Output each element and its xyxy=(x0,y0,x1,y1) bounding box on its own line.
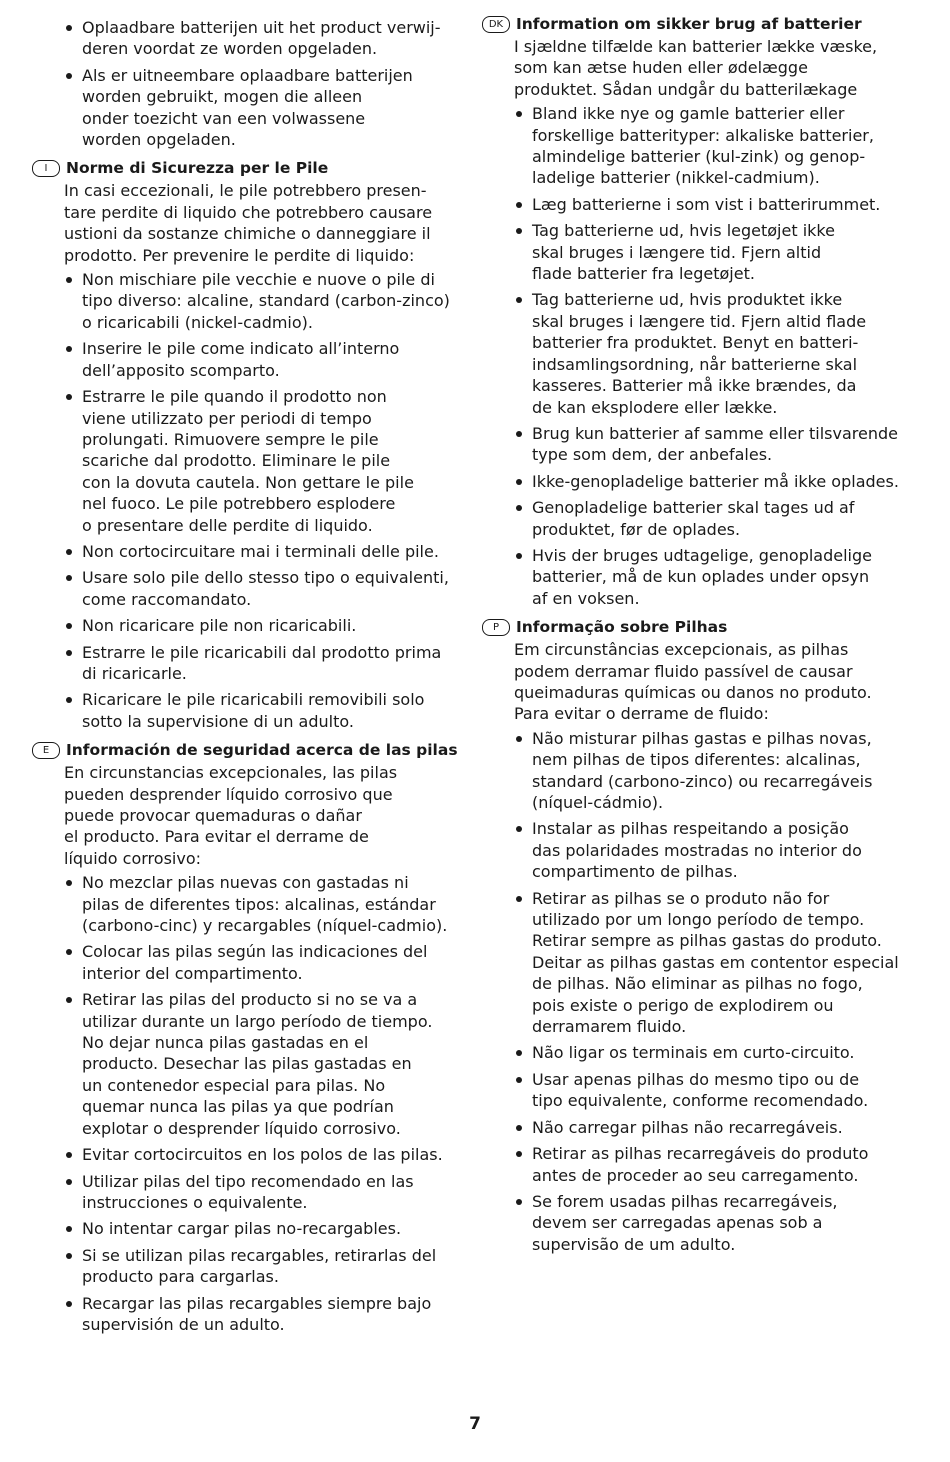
es-item: Utilizar pilas del tipo recomendado en las instrucciones o equivalente. xyxy=(64,1171,460,1214)
left-column xyxy=(32,14,460,1343)
it-item: Non mischiare pile vecchie e nuove o pile di tipo diverso: alcaline, standard (carbon-zinco) o ricaricabili (nickel-cadmio). xyxy=(64,269,460,333)
es-bullet-list xyxy=(32,872,460,1335)
dk-title: Information om sikker brug af batterier xyxy=(516,15,862,33)
dk-item: Ikke-genopladelige batterier må ikke oplades. xyxy=(514,471,922,492)
es-item: Colocar las pilas según las indicaciones del interior del compartimento. xyxy=(64,941,460,984)
dk-item: Tag batterierne ud, hvis produktet ikke skal bruges i længere tid. Fjern altid flade batterier fra produktet. Benyt en batteri- indsamlingsordning, når batterierne skal kasseres. Batterier må ikke brændes, da de kan eksplodere eller lække. xyxy=(514,289,922,417)
pt-item: Usar apenas pilhas do mesmo tipo ou de tipo equivalente, conforme recomendado. xyxy=(514,1069,922,1112)
language-badge-pt: P xyxy=(482,619,510,636)
dk-item: Læg batterierne i som vist i batterirummet. xyxy=(514,194,922,215)
nl-item: Als er uitneembare oplaadbare batterijen worden gebruikt, mogen die alleen onder toezicht van een volwassene worden opgeladen. xyxy=(64,65,460,151)
page-number: 7 xyxy=(469,1414,481,1434)
right-column xyxy=(482,14,922,1263)
pt-item: Retirar as pilhas se o produto não for utilizado por um longo período de tempo. Retirar sempre as pilhas gastas do produto. Deitar as pilhas gastas em contentor especial de pilhas. Não eliminar as pilhas no fogo, pois existe o perigo de explodirem ou derramarem fluido. xyxy=(514,888,922,1038)
language-badge-es: E xyxy=(32,742,60,759)
es-heading xyxy=(32,740,460,761)
it-item: Usare solo pile dello stesso tipo o equivalenti, come raccomandato. xyxy=(64,567,460,610)
it-item: Estrarre le pile quando il prodotto non viene utilizzato per periodi di tempo prolungati. Rimuovere sempre le pile scariche dal prodotto. Eliminare le pile con la dovuta cautela. Non gettare le pile nel fuoco. Le pile potrebbero esplodere o presentare delle perdite di liquido. xyxy=(64,386,460,536)
es-item: Recargar las pilas recargables siempre bajo supervisión de un adulto. xyxy=(64,1293,460,1336)
pt-item: Instalar as pilhas respeitando a posição das polaridades mostradas no interior do compartimento de pilhas. xyxy=(514,818,922,882)
pt-item: Não misturar pilhas gastas e pilhas novas, nem pilhas de tipos diferentes: alcalinas, standard (carbono-zinco) ou recarregáveis (níquel-cádmio). xyxy=(514,728,922,814)
dk-heading xyxy=(482,14,922,35)
dk-item: Bland ikke nye og gamle batterier eller forskellige batterityper: alkaliske batterier, almindelige batterier (kul-zink) og genop- ladelige batterier (nikkel-cadmium). xyxy=(514,103,922,189)
dk-item: Genopladelige batterier skal tages ud af produktet, før de oplades. xyxy=(514,497,922,540)
es-item: No intentar cargar pilas no-recargables. xyxy=(64,1218,460,1239)
es-item: No mezclar pilas nuevas con gastadas ni pilas de diferentes tipos: alcalinas, estándar (carbono-cinc) y recargables (níquel-cadmio). xyxy=(64,872,460,936)
nl-item: Oplaadbare batterijen uit het product verwij- deren voordat ze worden opgeladen. xyxy=(64,17,460,60)
dk-item: Brug kun batterier af samme eller tilsvarende type som dem, der anbefales. xyxy=(514,423,922,466)
it-title: Norme di Sicurezza per le Pile xyxy=(66,159,329,178)
dk-item: Tag batterierne ud, hvis legetøjet ikke skal bruges i længere tid. Fjern altid flade batterier fra legetøjet. xyxy=(514,220,922,284)
pt-title: Informação sobre Pilhas xyxy=(516,618,728,637)
pt-item: Se forem usadas pilhas recarregáveis, devem ser carregadas apenas sob a supervisão de um adulto. xyxy=(514,1191,922,1255)
it-item: Estrarre le pile ricaricabili dal prodotto prima di ricaricarle. xyxy=(64,642,460,685)
pt-intro: Em circunstâncias excepcionais, as pilhas podem derramar fluido passível de causar queimaduras químicas ou danos no produto. Para evitar o derrame de fluido: xyxy=(514,640,872,724)
dk-section xyxy=(482,14,922,609)
it-section xyxy=(32,158,460,732)
it-item: Non ricaricare pile non ricaricabili. xyxy=(64,615,460,636)
dk-item: Hvis der bruges udtagelige, genopladelige batterier, må de kun oplades under opsyn af en voksen. xyxy=(514,545,922,609)
pt-item: Não carregar pilhas não recarregáveis. xyxy=(514,1117,922,1138)
es-item: Evitar cortocircuitos en los polos de las pilas. xyxy=(64,1144,460,1165)
pt-item: Não ligar os terminais em curto-circuito. xyxy=(514,1042,922,1063)
language-badge-it: I xyxy=(32,160,60,177)
es-item: Si se utilizan pilas recargables, retirarlas del producto para cargarlas. xyxy=(64,1245,460,1288)
it-item: Non cortocircuitare mai i terminali delle pile. xyxy=(64,541,460,562)
language-badge-dk: DK xyxy=(482,16,510,33)
pt-section xyxy=(482,617,922,1255)
es-title: Información de seguridad acerca de las pilas xyxy=(66,741,458,760)
es-section xyxy=(32,740,460,1335)
pt-heading xyxy=(482,617,922,638)
it-intro: In casi eccezionali, le pile potrebbero presen- tare perdite di liquido che potrebbero causare ustioni da sostanze chimiche o danneggiare il prodotto. Per prevenire le perdite di liquido: xyxy=(64,181,433,265)
pt-item: Retirar as pilhas recarregáveis do produto antes de proceder ao seu carregamento. xyxy=(514,1143,922,1186)
it-bullet-list xyxy=(32,269,460,732)
it-item: Inserire le pile come indicato all’interno dell’apposito scomparto. xyxy=(64,338,460,381)
dk-bullet-list xyxy=(482,103,922,609)
es-intro: En circunstancias excepcionales, las pilas pueden desprender líquido corrosivo que puede provocar quemaduras o dañar el producto. Para evitar el derrame de líquido corrosivo: xyxy=(64,763,398,868)
pt-bullet-list xyxy=(482,728,922,1255)
it-item: Ricaricare le pile ricaricabili removibili solo sotto la supervisione di un adulto. xyxy=(64,689,460,732)
es-item: Retirar las pilas del producto si no se va a utilizar durante un largo período de tiempo. No dejar nunca pilas gastadas en el producto. Desechar las pilas gastadas en un contenedor especial para pilas. No quemar nunca las pilas ya que podrían explotar o desprender líquido corrosivo. xyxy=(64,989,460,1139)
it-heading xyxy=(32,158,460,179)
dk-intro: I sjældne tilfælde kan batterier lække væske, som kan ætse huden eller ødelægge produktet. Sådan undgår du batterilækage xyxy=(514,37,878,99)
nl-section-continued xyxy=(32,17,460,150)
nl-bullet-list xyxy=(32,17,460,150)
